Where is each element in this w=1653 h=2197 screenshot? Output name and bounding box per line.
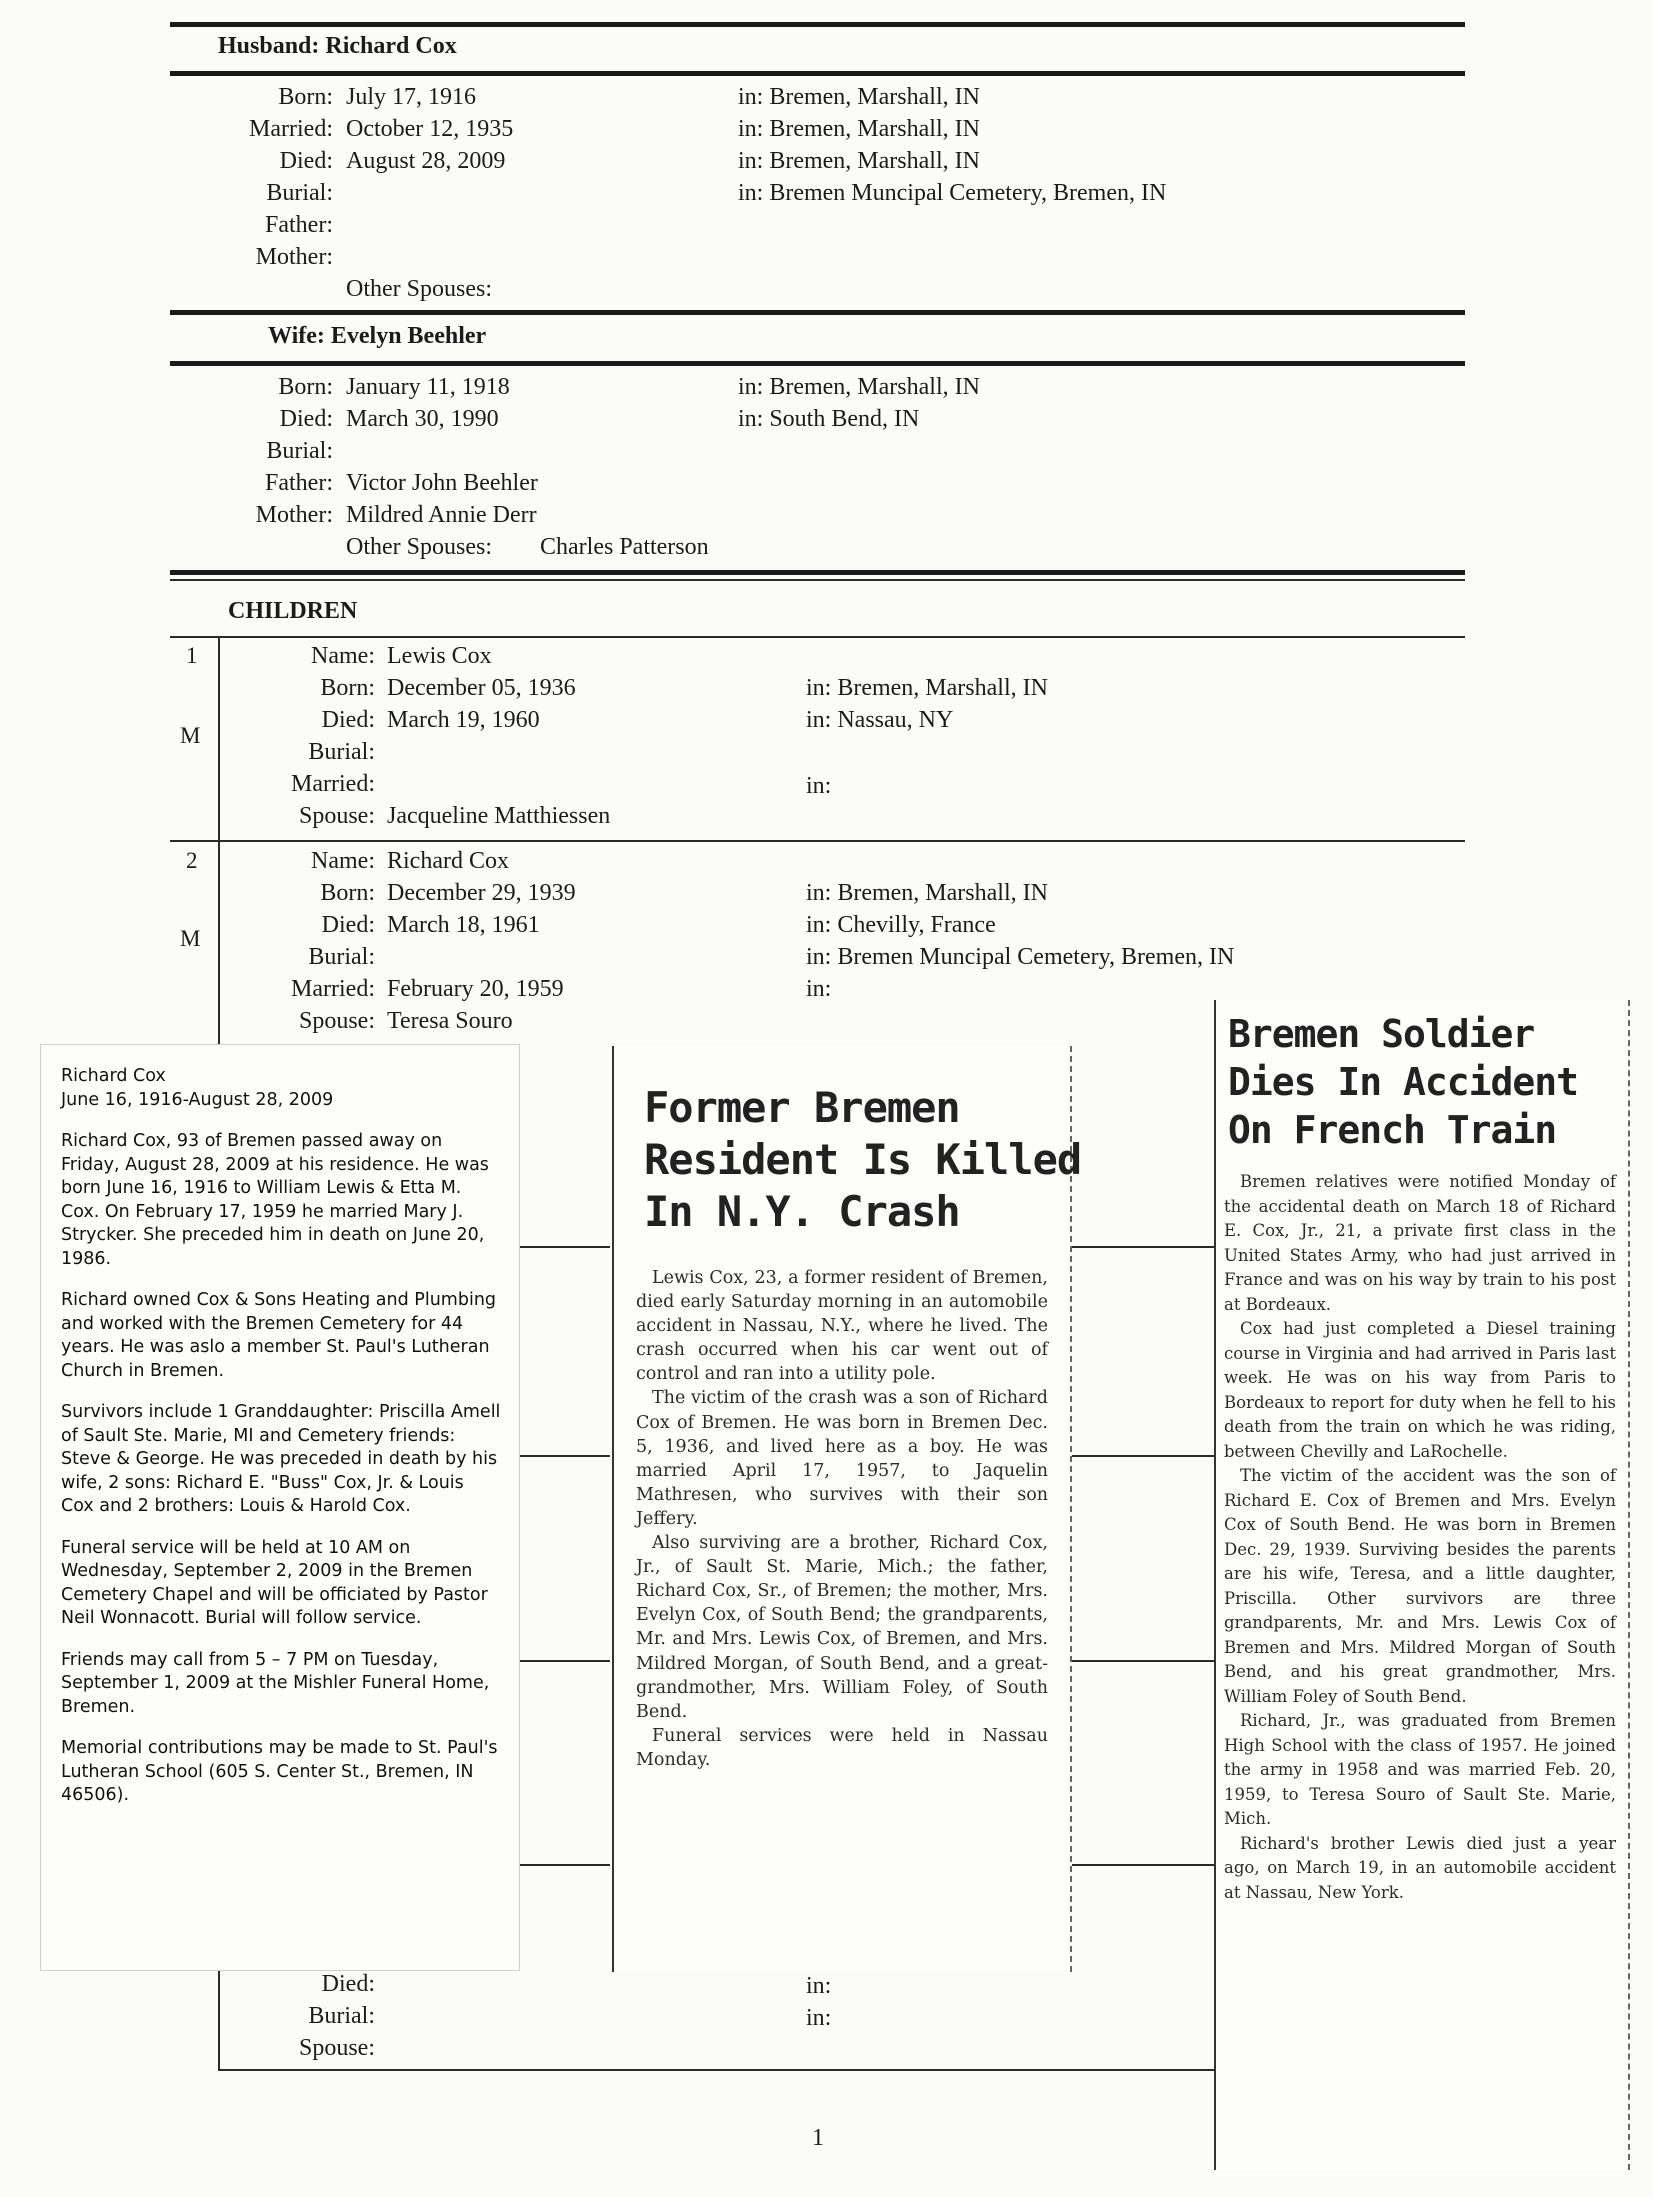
- field-label: Born:: [320, 675, 375, 701]
- husband-rule: [170, 71, 1465, 76]
- obituary-paragraph: Survivors include 1 Granddaughter: Priscilla Amell of Sault Ste. Marie, MI and Cemetery friends: Steve & George. He was preceded in death by his wife, 2 sons: Richard E. "Buss" Cox, Jr. & Louis Cox and 2 brothers: Louis & Harold Cox.: [61, 1402, 501, 1516]
- clipping-paragraph: Bremen relatives were notified Monday of the accidental death on March 18 of Richard E. Cox, Jr., 21, a private first class in the United States Army, who had just arrived in France and was on his way by train to his post at Bordeaux.: [1224, 1172, 1616, 1314]
- form-divider: [520, 1246, 610, 1248]
- field-value: January 11, 1918: [346, 374, 510, 400]
- children-heading-rule: [170, 636, 1465, 638]
- field-value: August 28, 2009: [346, 148, 506, 174]
- husband-heading: [218, 33, 457, 60]
- clipping-paragraph: The victim of the crash was a son of Richard Cox of Bremen. He was born in Bremen Dec. 5, 1936, and lived here as a boy. He was married April 17, 1957, to Jaquelin Mathresen, who survives with their son Jeffery.: [636, 1388, 1048, 1529]
- field-place: in:: [806, 773, 832, 799]
- field-label: Died:: [321, 1971, 375, 1997]
- wife-name: Evelyn Beehler: [330, 323, 487, 349]
- top-rule: [170, 22, 1465, 27]
- field-value: Mildred Annie Derr: [346, 502, 537, 528]
- field-value: February 20, 1959: [387, 976, 564, 1002]
- field-value: Jacqueline Matthiessen: [387, 803, 611, 829]
- clipping-paragraph: Cox had just completed a Diesel training course in Virginia and had arrived in Paris last week. He was on his way from Paris to Bordeaux to report for duty when he fell to his death from the train on which he was riding, between Chevilly and LaRochelle.: [1224, 1319, 1616, 1461]
- field-value: October 12, 1935: [346, 116, 514, 142]
- headline-line: Former Bremen: [644, 1083, 960, 1132]
- field-label: Died:: [279, 148, 333, 174]
- form-divider: [1070, 1660, 1215, 1662]
- field-label: Burial:: [308, 739, 375, 765]
- child-divider: [170, 840, 1465, 842]
- field-place: in: Bremen, Marshall, IN: [806, 675, 1048, 701]
- clipping-body: [1224, 1170, 1616, 1905]
- headline-line: Dies In Accident: [1228, 1060, 1579, 1104]
- headline-line: In N.Y. Crash: [644, 1187, 960, 1236]
- obituary-paragraph: Funeral service will be held at 10 AM on Wednesday, September 2, 2009 in the Bremen Cemetery Chapel and will be officiated by Pastor Neil Wonnacott. Burial will follow service.: [61, 1537, 488, 1628]
- field-label: Married:: [291, 771, 375, 797]
- clipping-paragraph: Funeral services were held in Nassau Monday.: [636, 1725, 1048, 1770]
- field-value: December 05, 1936: [387, 675, 576, 701]
- field-value: Victor John Beehler: [346, 470, 538, 496]
- field-label: Other Spouses:: [346, 276, 492, 302]
- clipping-body: [636, 1266, 1048, 1772]
- clipping-paragraph: Also surviving are a brother, Richard Cox, Jr., of Sault St. Marie, Mich.; the father, Richard Cox, Sr., of Bremen; the mother, Mrs. Evelyn Cox, of South Bend; the grandparents, Mr. and Mrs. Lewis Cox, of Bremen, and Mrs. Mildred Morgan, of South Bend, and a great-grandmother, Mrs. William Foley, of South Bend.: [636, 1533, 1048, 1722]
- clipping-headline: [1228, 1010, 1578, 1154]
- child-sex: M: [180, 723, 201, 748]
- husband-heading-label: Husband:: [218, 33, 320, 59]
- headline-line: On French Train: [1228, 1108, 1557, 1152]
- field-place: in:: [806, 976, 832, 1002]
- field-label: Burial:: [308, 944, 375, 970]
- obituary-paragraph: Richard Cox, 93 of Bremen passed away on Friday, August 28, 2009 at his residence. He was born June 16, 1916 to William Lewis & Etta M. Cox. On February 17, 1959 he married Mary J. Strycker. She preceded him in death on June 20, 1986.: [61, 1131, 489, 1269]
- field-label: Born:: [278, 84, 333, 110]
- child-sex: M: [180, 926, 201, 951]
- headline-line: Bremen Soldier: [1228, 1012, 1535, 1056]
- field-label: Father:: [265, 470, 333, 496]
- field-value: Richard Cox: [387, 848, 509, 874]
- news-clipping-lewis: [612, 1046, 1082, 1972]
- wife-rule-top: [170, 310, 1465, 315]
- wife-rule: [170, 361, 1465, 366]
- field-label: Burial:: [266, 180, 333, 206]
- field-value: March 19, 1960: [387, 707, 540, 733]
- clipping-paragraph: The victim of the accident was the son of Richard E. Cox of Bremen and Mrs. Evelyn Cox of South Bend. He was born in Bremen Dec. 29, 1939. Surviving besides the parents are his wife, Teresa, and a little daughter, Priscilla. Other survivors are three grandparents, Mr. and Mrs. Lewis Cox of Bremen and Mrs. Mildred Morgan of South Bend, and his great grandmother, Mrs. William Foley of South Bend.: [1224, 1466, 1616, 1706]
- child-number: 1: [186, 643, 198, 668]
- field-label: Father:: [265, 212, 333, 238]
- obituary-name: Richard Cox: [61, 1066, 166, 1086]
- clipping-paragraph: Richard, Jr., was graduated from Bremen High School with the class of 1957. He joined the army in 1958 and was married Feb. 20, 1959, to Teresa Souro of Sault Ste. Marie, Mich.: [1224, 1711, 1616, 1828]
- field-label: Burial:: [266, 438, 333, 464]
- field-label: Married:: [249, 116, 333, 142]
- field-place: in: Bremen, Marshall, IN: [738, 84, 980, 110]
- wife-heading-label: Wife:: [268, 323, 325, 349]
- field-label: Mother:: [255, 244, 333, 270]
- clipping-headline: [644, 1082, 1081, 1238]
- field-label: Name:: [311, 848, 375, 874]
- form-divider: [218, 2069, 1218, 2071]
- field-value: Charles Patterson: [540, 534, 709, 560]
- field-place: in: South Bend, IN: [738, 406, 920, 432]
- field-value: July 17, 1916: [346, 84, 477, 110]
- field-place: in: Chevilly, France: [806, 912, 996, 938]
- field-place: in: Bremen, Marshall, IN: [738, 148, 980, 174]
- field-place: in: Bremen Muncipal Cemetery, Bremen, IN: [806, 944, 1235, 970]
- field-place: in: Bremen, Marshall, IN: [806, 880, 1048, 906]
- field-label: Died:: [321, 707, 375, 733]
- child-number: 2: [186, 848, 198, 873]
- field-place: in: Bremen, Marshall, IN: [738, 116, 980, 142]
- husband-name: Richard Cox: [325, 33, 457, 59]
- field-label: Spouse:: [298, 2035, 375, 2061]
- obituary-clipping: [40, 1044, 520, 1971]
- obituary-dates: June 16, 1916-August 28, 2009: [61, 1089, 334, 1110]
- form-divider: [520, 1455, 610, 1457]
- field-place: in:: [806, 1973, 832, 1999]
- field-value: Teresa Souro: [387, 1008, 513, 1034]
- form-divider: [1070, 1246, 1215, 1248]
- page-number: 1: [812, 2125, 824, 2151]
- children-heading: CHILDREN: [228, 598, 358, 624]
- obituary-paragraph: Friends may call from 5 – 7 PM on Tuesday, September 1, 2009 at the Mishler Funeral Home, Bremen.: [61, 1649, 490, 1717]
- obituary-paragraph: Memorial contributions may be made to St. Paul's Lutheran School (605 S. Center St., Bremen, IN 46506).: [61, 1738, 498, 1805]
- field-label: Spouse:: [298, 1008, 375, 1034]
- field-label: Other Spouses:: [346, 534, 492, 560]
- field-place: in:: [806, 2005, 832, 2031]
- headline-line: Resident Is Killed: [644, 1135, 1082, 1184]
- obituary-paragraph: Richard owned Cox & Sons Heating and Plumbing and worked with the Bremen Cemetery for 44 years. He was aslo a member St. Paul's Lutheran Church in Bremen.: [61, 1290, 497, 1381]
- field-label: Born:: [278, 374, 333, 400]
- field-value: December 29, 1939: [387, 880, 576, 906]
- field-label: Died:: [321, 912, 375, 938]
- children-rule-top2: [170, 579, 1465, 581]
- field-value: March 30, 1990: [346, 406, 499, 432]
- form-divider: [1070, 1864, 1215, 1866]
- field-label: Mother:: [255, 502, 333, 528]
- form-divider: [520, 1660, 610, 1662]
- news-clipping-richard: [1214, 1000, 1630, 2170]
- field-place: in: Nassau, NY: [806, 707, 954, 733]
- field-label: Married:: [291, 976, 375, 1002]
- field-label: Name:: [311, 643, 375, 669]
- field-label: Spouse:: [298, 803, 375, 829]
- field-label: Died:: [279, 406, 333, 432]
- field-label: Born:: [320, 880, 375, 906]
- field-place: in: Bremen, Marshall, IN: [738, 374, 980, 400]
- clipping-paragraph: Lewis Cox, 23, a former resident of Bremen, died early Saturday morning in an automobile accident in Nassau, N.Y., where he lived. The crash occurred when his car went out of control and ran into a utility pole.: [636, 1268, 1048, 1385]
- field-label: Burial:: [308, 2003, 375, 2029]
- field-place: in: Bremen Muncipal Cemetery, Bremen, IN: [738, 180, 1167, 206]
- clipping-paragraph: Richard's brother Lewis died just a year ago, on March 19, in an automobile accident at Nassau, New York.: [1224, 1833, 1616, 1902]
- field-value: March 18, 1961: [387, 912, 540, 938]
- wife-heading: [268, 323, 486, 350]
- form-divider: [1070, 1455, 1215, 1457]
- field-value: Lewis Cox: [387, 643, 492, 669]
- form-divider: [520, 1864, 610, 1866]
- children-rule-top: [170, 570, 1465, 575]
